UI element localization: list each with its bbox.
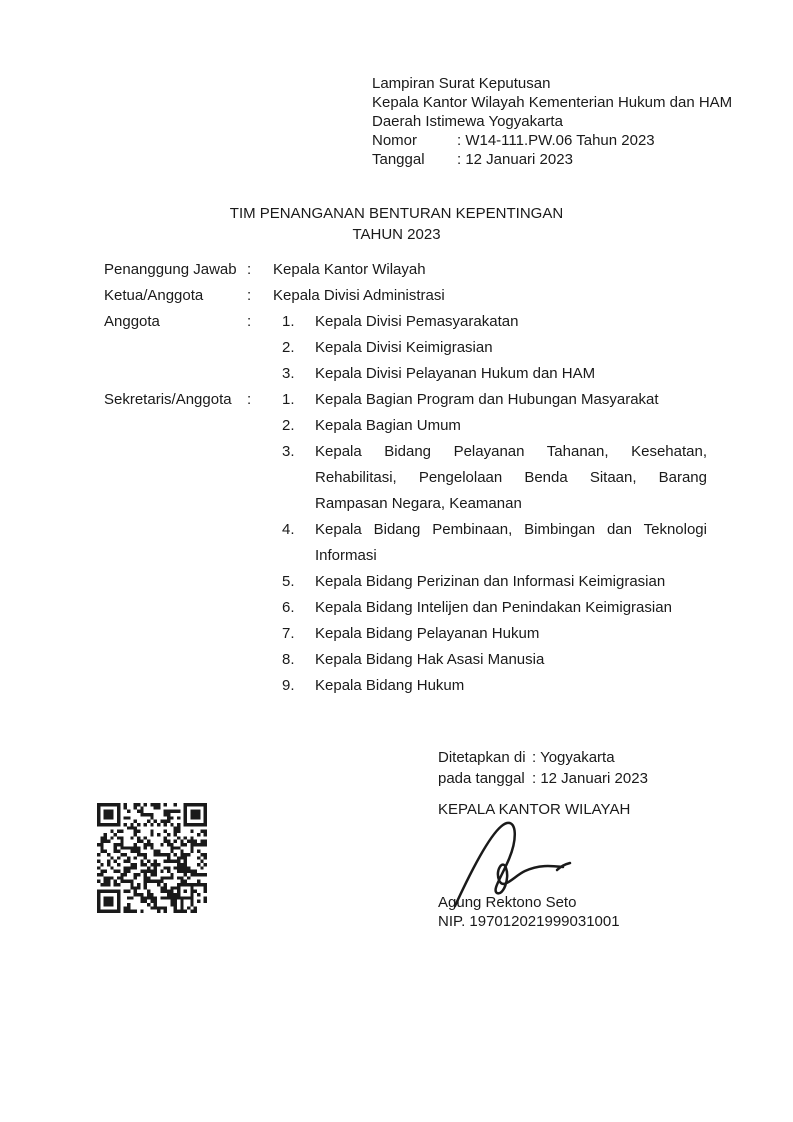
role-label: Sekretaris/Anggota xyxy=(104,391,232,408)
pada-tanggal-label: pada tanggal xyxy=(438,770,525,787)
role-member-name: Kepala Bidang Hukum xyxy=(315,677,465,694)
role-member-name: Kepala Bidang Hak Asasi Manusia xyxy=(315,651,545,668)
role-member-name: Kepala Divisi Pelayanan Hukum dan HAM xyxy=(315,365,596,382)
role-member-number: 6. xyxy=(282,599,295,616)
ditetapkan-row xyxy=(438,747,648,768)
signer-title: KEPALA KANTOR WILAYAH xyxy=(438,801,631,818)
tanggal-label: Tanggal xyxy=(372,151,425,168)
header-line-3: Daerah Istimewa Yogyakarta xyxy=(372,113,563,130)
role-content xyxy=(273,387,707,699)
role-member-number: 1. xyxy=(282,391,295,408)
role-member xyxy=(273,569,707,595)
role-member-name: Kepala Bidang Perizinan dan Informasi Keimigrasian xyxy=(315,573,666,590)
role-content xyxy=(273,309,707,387)
role-member-number: 2. xyxy=(282,417,295,434)
role-member xyxy=(273,439,707,517)
role-member-name: Kepala Divisi Keimigrasian xyxy=(315,339,493,356)
signer-nip: NIP. 197012021999031001 xyxy=(438,913,620,930)
role-colon: : xyxy=(247,287,252,304)
letter-header xyxy=(372,74,732,169)
signer-identity xyxy=(438,893,620,931)
role-member-number: 4. xyxy=(282,521,295,538)
document-title xyxy=(0,203,793,245)
role-member xyxy=(273,621,707,647)
role-member xyxy=(273,517,707,569)
role-member-name: Kepala Bidang Pembinaan, Bimbingan dan Teknologi Informasi xyxy=(315,521,707,564)
role-row xyxy=(104,309,707,387)
qr-code-icon xyxy=(97,803,207,913)
role-member xyxy=(273,595,707,621)
tanggal-value: : 12 Januari 2023 xyxy=(457,151,573,168)
role-member-number: 7. xyxy=(282,625,295,642)
role-member-name: Kepala Bidang Intelijen dan Penindakan Keimigrasian xyxy=(315,599,672,616)
header-line-1: Lampiran Surat Keputusan xyxy=(372,75,551,92)
role-value: Kepala Divisi Administrasi xyxy=(273,287,445,304)
role-member-name: Kepala Bidang Pelayanan Tahanan, Kesehatan, Rehabilitasi, Pengelolaan Benda Sitaan, Barang Rampasan Negara, Keamanan xyxy=(315,443,707,512)
header-line-2: Kepala Kantor Wilayah Kementerian Hukum dan HAM xyxy=(372,94,733,111)
role-content xyxy=(273,257,707,283)
role-colon: : xyxy=(247,261,252,278)
role-member xyxy=(273,413,707,439)
document-title-line-2: TAHUN 2023 xyxy=(352,226,441,243)
header-nomor-row xyxy=(372,131,732,150)
role-colon: : xyxy=(247,391,252,408)
signer-name: Agung Rektono Seto xyxy=(438,894,577,911)
role-member-name: Kepala Bidang Pelayanan Hukum xyxy=(315,625,540,642)
role-row xyxy=(104,257,707,283)
role-member-number: 8. xyxy=(282,651,295,668)
role-member xyxy=(273,309,707,335)
pada-tanggal-row xyxy=(438,768,648,789)
role-member-number: 1. xyxy=(282,313,295,330)
header-tanggal-row xyxy=(372,150,732,169)
closing-block xyxy=(438,747,648,789)
role-label: Ketua/Anggota xyxy=(104,287,204,304)
role-colon: : xyxy=(247,313,252,330)
role-value: Kepala Kantor Wilayah xyxy=(273,261,426,278)
document-title-line-1: TIM PENANGANAN BENTURAN KEPENTINGAN xyxy=(229,205,564,222)
role-member-name: Kepala Divisi Pemasyarakatan xyxy=(315,313,519,330)
role-label: Anggota xyxy=(104,313,160,330)
role-member-number: 3. xyxy=(282,365,295,382)
role-member-number: 5. xyxy=(282,573,295,590)
pada-tanggal-value: : 12 Januari 2023 xyxy=(532,770,648,787)
role-member xyxy=(273,647,707,673)
role-member-name: Kepala Bagian Umum xyxy=(315,417,461,434)
role-member xyxy=(273,387,707,413)
nomor-value: : W14-111.PW.06 Tahun 2023 xyxy=(457,132,655,149)
role-content xyxy=(273,283,707,309)
role-label: Penanggung Jawab xyxy=(104,261,237,278)
role-member xyxy=(273,361,707,387)
role-member-number: 2. xyxy=(282,339,295,356)
role-row xyxy=(104,387,707,699)
role-member-number: 3. xyxy=(282,443,295,460)
ditetapkan-label: Ditetapkan di xyxy=(438,749,526,766)
role-member xyxy=(273,673,707,699)
nomor-label: Nomor xyxy=(372,132,418,149)
roles-list xyxy=(104,257,707,699)
role-member-number: 9. xyxy=(282,677,295,694)
role-member-name: Kepala Bagian Program dan Hubungan Masyarakat xyxy=(315,391,659,408)
role-row xyxy=(104,283,707,309)
role-member xyxy=(273,335,707,361)
ditetapkan-value: : Yogyakarta xyxy=(532,749,615,766)
